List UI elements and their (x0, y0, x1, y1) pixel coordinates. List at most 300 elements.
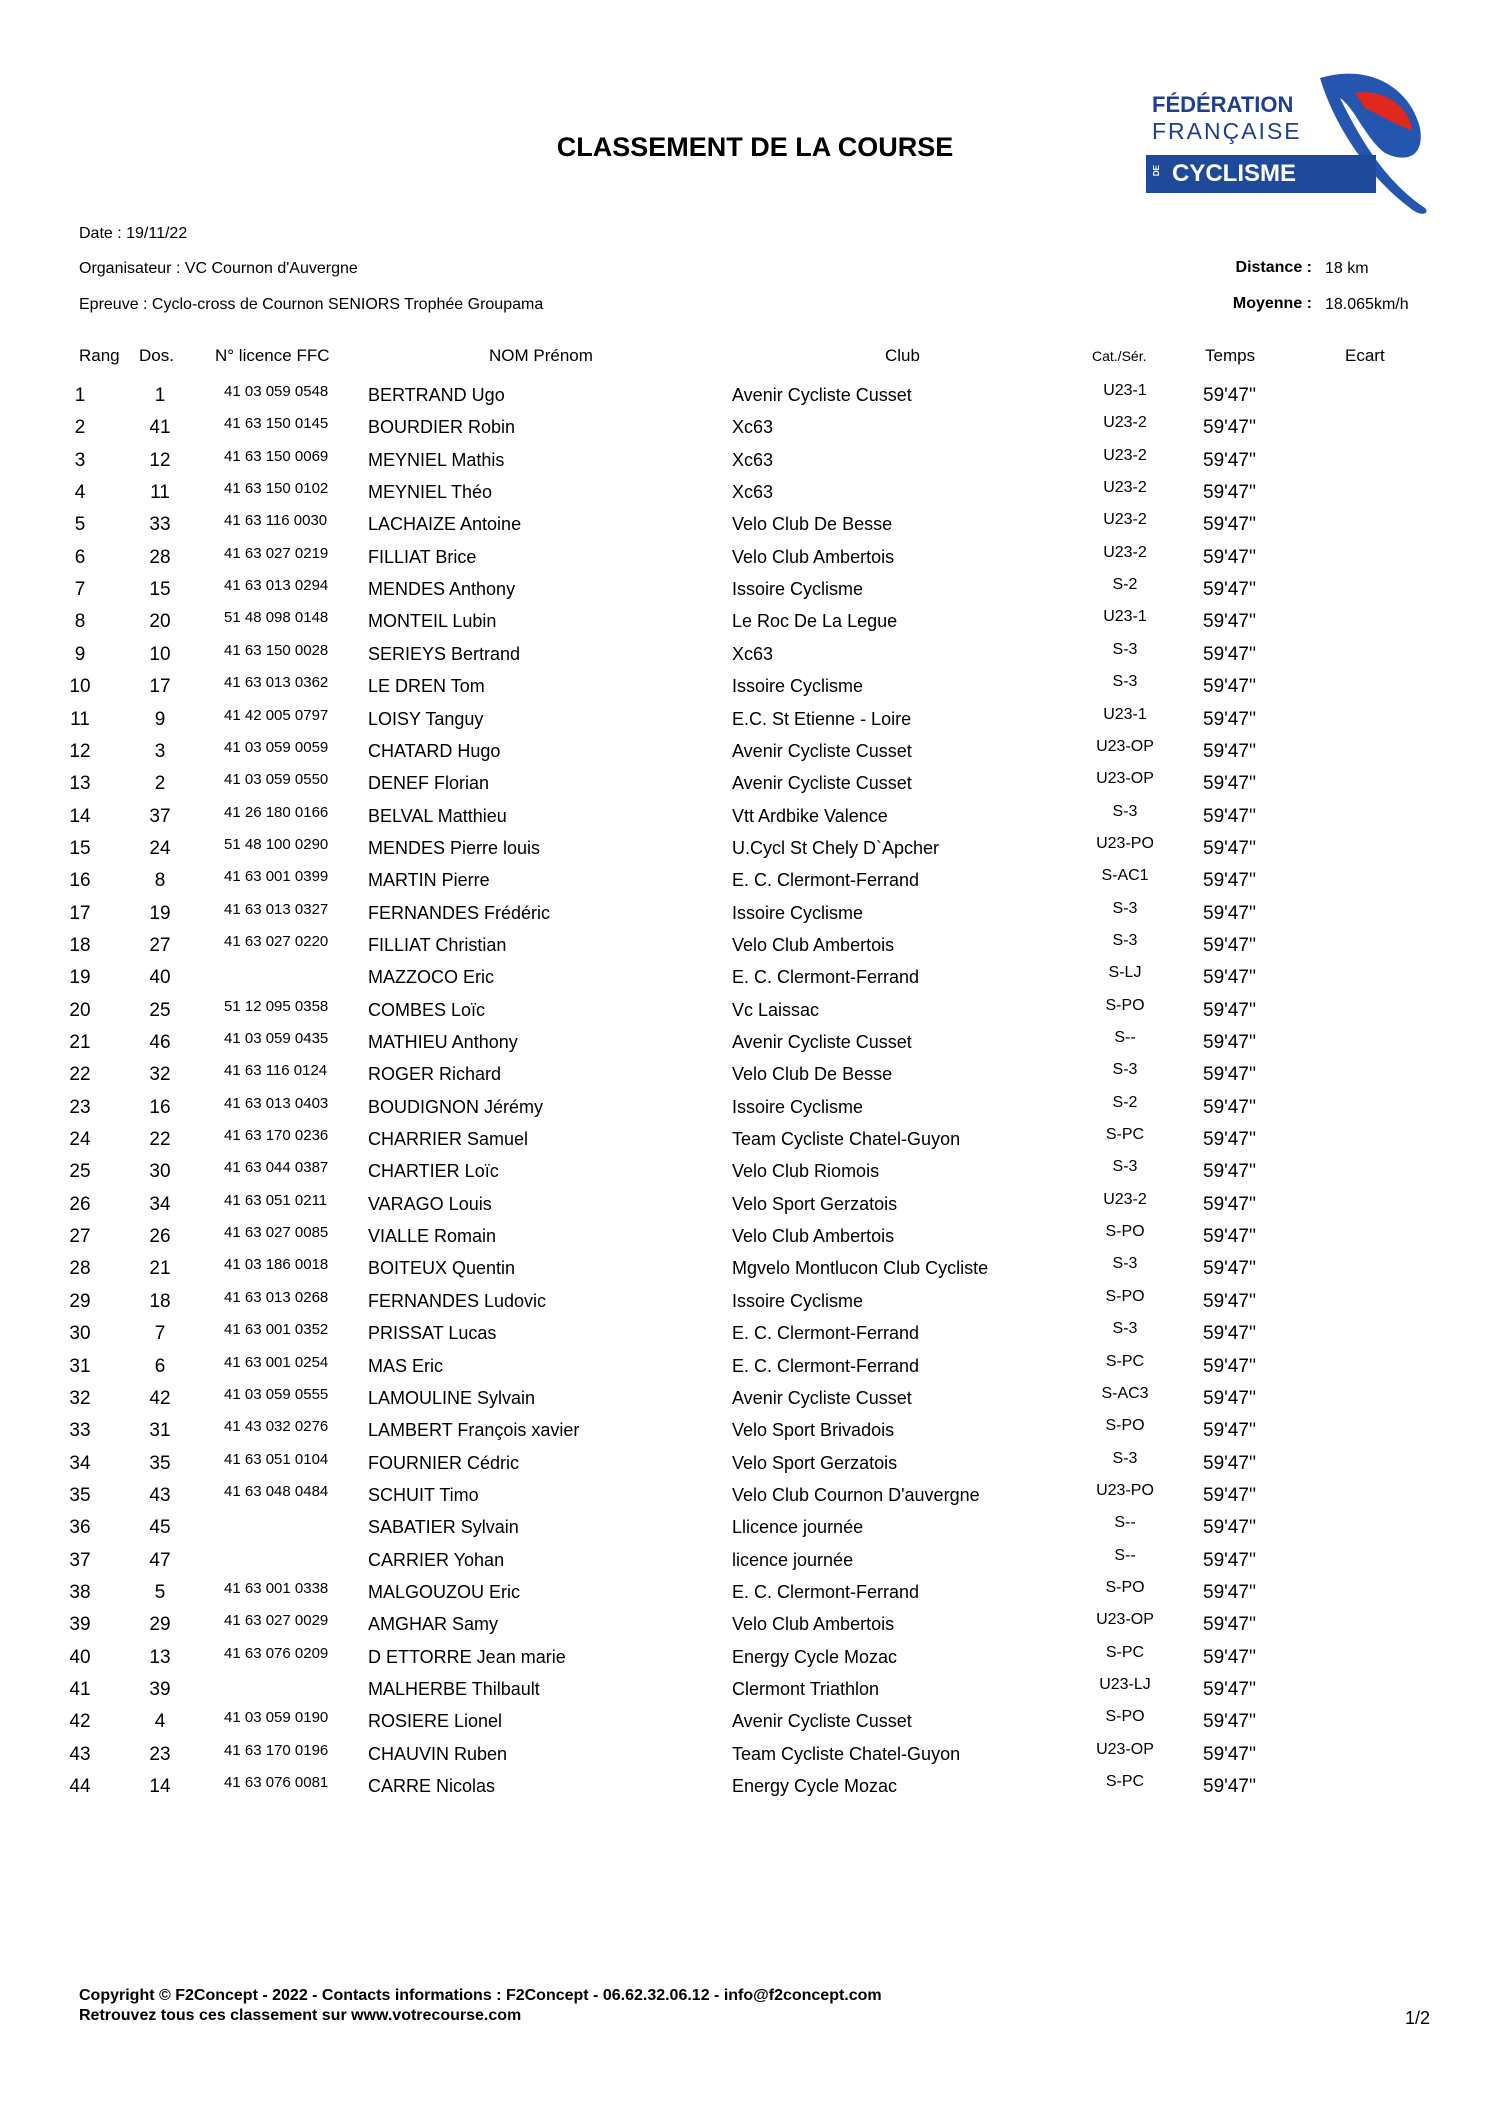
col-header-club: Club (885, 346, 920, 365)
category-cell: U23-2 (1103, 543, 1147, 561)
col-header-dos: Dos. (139, 346, 174, 365)
bib-number-cell: 37 (149, 805, 171, 827)
category-cell: U23-OP (1096, 770, 1154, 788)
club-name-cell: Issoire Cyclisme (732, 579, 864, 600)
category-cell: U23-2 (1103, 1190, 1147, 1208)
col-header-rang: Rang (79, 346, 120, 365)
bib-number-cell: 16 (149, 1096, 171, 1118)
licence-number-cell: 41 63 027 0085 (224, 1224, 329, 1242)
time-cell: 59'47'' (1203, 1517, 1257, 1539)
rider-name-cell: ROGER Richard (368, 1064, 502, 1085)
bib-number-cell: 43 (149, 1484, 171, 1506)
licence-number-cell: 41 63 076 0081 (224, 1774, 329, 1792)
club-name-cell: E. C. Clermont-Ferrand (732, 967, 920, 988)
time-cell: 59'47'' (1203, 1290, 1257, 1312)
rider-name-cell: BOUDIGNON Jérémy (368, 1096, 544, 1117)
club-name-cell: Issoire Cyclisme (732, 1290, 864, 1311)
category-cell: S-LJ (1108, 964, 1142, 982)
table-row (0, 1676, 1500, 1711)
rank-cell: 22 (69, 1064, 91, 1086)
page-title: CLASSEMENT DE LA COURSE (556, 132, 954, 162)
licence-number-cell: 41 63 013 0268 (224, 1288, 329, 1306)
bib-number-cell: 23 (149, 1743, 171, 1765)
licence-number-cell: 41 63 116 0030 (224, 512, 328, 530)
category-cell: S-PC (1105, 1773, 1145, 1791)
licence-number-cell: 41 63 013 0294 (224, 577, 329, 595)
logo-line-1: FÉDÉRATION (1152, 92, 1294, 117)
category-cell: U23-PO (1096, 1481, 1154, 1499)
ffc-logo (1140, 68, 1440, 218)
bib-number-cell: 47 (149, 1549, 171, 1571)
club-name-cell: Xc63 (732, 643, 774, 664)
category-cell: S-3 (1112, 640, 1138, 658)
bib-number-cell: 32 (149, 1064, 171, 1086)
licence-number-cell: 41 03 059 0190 (224, 1709, 329, 1727)
table-row (0, 1740, 1500, 1776)
bib-number-cell: 8 (154, 870, 166, 892)
rider-name-cell: LOISY Tanguy (368, 708, 484, 729)
category-cell: S-- (1114, 1514, 1136, 1532)
club-name-cell: Le Roc De La Legue (732, 611, 898, 632)
category-cell: S-3 (1112, 899, 1138, 917)
club-name-cell: Avenir Cycliste Cusset (732, 1387, 912, 1408)
rider-name-cell: SABATIER Sylvain (368, 1517, 519, 1538)
rider-name-cell: CARRE Nicolas (368, 1776, 496, 1797)
rank-cell: 12 (69, 740, 91, 762)
table-row (0, 737, 1500, 773)
bib-number-cell: 46 (149, 1032, 171, 1053)
bib-number-cell: 45 (149, 1517, 171, 1539)
licence-number-cell: 41 03 186 0018 (224, 1256, 329, 1274)
time-cell: 59'47'' (1203, 1064, 1257, 1086)
time-cell: 59'47'' (1203, 1581, 1257, 1603)
table-row (0, 1708, 1500, 1743)
licence-number-cell: 41 63 013 0327 (224, 900, 329, 918)
bib-number-cell: 12 (149, 449, 171, 471)
rider-name-cell: D ETTORRE Jean marie (368, 1646, 566, 1667)
rank-cell: 35 (69, 1484, 91, 1506)
bib-number-cell: 10 (149, 643, 171, 665)
average-speed-label: Moyenne : (1232, 295, 1312, 312)
bib-number-cell: 28 (149, 546, 171, 568)
bib-number-cell: 1 (154, 385, 166, 406)
time-cell: 59'47'' (1203, 1614, 1257, 1636)
rank-cell: 30 (69, 1323, 91, 1345)
time-cell: 59'47'' (1203, 417, 1257, 439)
category-cell: U23-2 (1103, 479, 1147, 497)
club-name-cell: Team Cycliste Chatel-Guyon (732, 1743, 961, 1764)
time-cell: 59'47'' (1203, 643, 1257, 665)
table-row (0, 1320, 1500, 1355)
club-name-cell: Avenir Cycliste Cusset (732, 773, 912, 794)
licence-number-cell: 41 63 027 0029 (224, 1612, 329, 1630)
rank-cell: 19 (69, 967, 91, 989)
club-name-cell: Issoire Cyclisme (732, 1096, 864, 1117)
licence-number-cell: 41 63 027 0219 (224, 544, 329, 562)
category-cell: S-PC (1105, 1643, 1145, 1661)
bib-number-cell: 11 (150, 482, 170, 504)
rank-cell: 5 (74, 514, 86, 536)
table-row (0, 1611, 1500, 1646)
category-cell: S-3 (1112, 673, 1138, 691)
licence-number-cell: 41 63 001 0338 (224, 1579, 329, 1597)
licence-number-cell: 51 48 100 0290 (224, 835, 329, 853)
bib-number-cell: 19 (149, 902, 171, 924)
bib-number-cell: 41 (149, 417, 171, 439)
time-cell: 59'47'' (1203, 579, 1257, 601)
licence-number-cell: 41 63 150 0145 (224, 415, 329, 433)
category-cell: S-3 (1112, 1320, 1138, 1338)
rider-name-cell: FERNANDES Ludovic (368, 1290, 547, 1311)
rider-name-cell: CARRIER Yohan (368, 1549, 505, 1570)
table-row (0, 1449, 1500, 1485)
bib-number-cell: 20 (149, 611, 171, 633)
rider-name-cell: CHARRIER Samuel (368, 1129, 529, 1150)
licence-number-cell: 41 63 027 0220 (224, 932, 329, 950)
rank-cell: 31 (69, 1355, 91, 1377)
bib-number-cell: 14 (149, 1776, 171, 1798)
table-row (0, 382, 1500, 417)
rider-name-cell: CHAUVIN Ruben (368, 1743, 508, 1764)
club-name-cell: Xc63 (732, 449, 774, 470)
bib-number-cell: 9 (154, 708, 166, 730)
club-name-cell: Xc63 (732, 482, 774, 503)
time-cell: 59'47'' (1203, 708, 1257, 730)
rider-name-cell: AMGHAR Samy (368, 1614, 499, 1635)
logo-line-2: FRANÇAISE (1152, 118, 1302, 144)
table-row (0, 996, 1500, 1032)
club-name-cell: Velo Club De Besse (732, 1064, 893, 1085)
time-cell: 59'47'' (1203, 1161, 1257, 1183)
licence-number-cell: 41 03 059 0550 (224, 771, 329, 789)
average-speed-value: 18.065km/h (1325, 296, 1409, 313)
table-row (0, 867, 1500, 902)
licence-number-cell: 51 48 098 0148 (224, 609, 329, 627)
rank-cell: 20 (69, 999, 91, 1021)
licence-number-cell: 41 63 076 0209 (224, 1644, 329, 1662)
time-cell: 59'47'' (1203, 1387, 1257, 1409)
rank-cell: 28 (69, 1258, 91, 1280)
bib-number-cell: 18 (149, 1290, 171, 1312)
bib-number-cell: 7 (154, 1323, 166, 1345)
category-cell: S-2 (1112, 576, 1138, 594)
category-cell: U23-OP (1096, 1611, 1154, 1629)
rider-name-cell: BOURDIER Robin (368, 417, 516, 438)
category-cell: S-PO (1105, 1417, 1145, 1435)
table-row (0, 899, 1500, 935)
time-cell: 59'47'' (1203, 1032, 1257, 1053)
table-row (0, 1223, 1500, 1258)
rider-name-cell: MEYNIEL Mathis (368, 449, 505, 470)
time-cell: 59'47'' (1203, 1129, 1257, 1151)
table-row (0, 1126, 1500, 1161)
rank-cell: 10 (69, 676, 91, 698)
table-row (0, 608, 1500, 643)
club-name-cell: Energy Cycle Mozac (732, 1646, 898, 1667)
col-header-cat: Cat./Sér. (1092, 348, 1147, 364)
bib-number-cell: 3 (154, 740, 166, 762)
category-cell: S-3 (1112, 1061, 1138, 1079)
licence-number-cell: 41 63 051 0104 (224, 1450, 329, 1468)
bib-number-cell: 4 (154, 1711, 166, 1733)
category-cell: S-PO (1105, 1578, 1145, 1596)
category-cell: S-PO (1105, 1708, 1145, 1726)
time-cell: 59'47'' (1203, 1743, 1257, 1765)
category-cell: S-3 (1112, 1449, 1138, 1467)
rider-name-cell: LE DREN Tom (368, 676, 485, 697)
licence-number-cell: 41 63 051 0211 (224, 1191, 328, 1209)
rider-name-cell: FILLIAT Christian (368, 934, 507, 955)
time-cell: 59'47'' (1203, 546, 1257, 568)
licence-number-cell: 41 26 180 0166 (224, 803, 329, 821)
time-cell: 59'47'' (1203, 740, 1257, 762)
rider-name-cell: MATHIEU Anthony (368, 1032, 518, 1052)
licence-number-cell: 41 63 013 0362 (224, 674, 329, 692)
licence-number-cell: 41 63 116 0124 (224, 1062, 328, 1080)
rank-cell: 6 (74, 546, 86, 568)
club-name-cell: Avenir Cycliste Cusset (732, 1711, 912, 1732)
rank-cell: 27 (69, 1226, 91, 1248)
licence-number-cell: 41 63 044 0387 (224, 1159, 329, 1177)
rider-name-cell: LACHAIZE Antoine (368, 514, 522, 535)
time-cell: 59'47'' (1203, 482, 1257, 504)
table-row (0, 1190, 1500, 1226)
bib-number-cell: 39 (149, 1679, 171, 1700)
table-row (0, 1287, 1500, 1323)
table-row (0, 1417, 1500, 1452)
table-row (0, 931, 1500, 967)
rider-name-cell: DENEF Florian (368, 773, 490, 794)
category-cell: U23-OP (1096, 1740, 1154, 1758)
bib-number-cell: 15 (149, 579, 171, 601)
club-name-cell: Issoire Cyclisme (732, 676, 864, 697)
category-cell: S-PC (1105, 1352, 1145, 1370)
category-cell: U23-2 (1103, 446, 1147, 464)
table-row (0, 1384, 1500, 1420)
club-name-cell: Avenir Cycliste Cusset (732, 1032, 912, 1052)
licence-number-cell: 41 63 150 0028 (224, 641, 329, 659)
club-name-cell: Issoire Cyclisme (732, 902, 864, 923)
time-cell: 59'47'' (1203, 1323, 1257, 1345)
club-name-cell: Avenir Cycliste Cusset (732, 740, 912, 761)
rank-cell: 16 (69, 870, 91, 892)
licence-number-cell: 41 63 001 0254 (224, 1353, 329, 1371)
category-cell: U23-PO (1096, 834, 1154, 852)
licence-number-cell: 41 43 032 0276 (224, 1418, 329, 1436)
rank-cell: 25 (69, 1161, 91, 1183)
licence-number-cell: 41 03 059 0548 (224, 383, 329, 400)
rider-name-cell: MALHERBE Thilbault (368, 1679, 540, 1699)
category-cell: U23-OP (1096, 737, 1154, 755)
col-header-licence: N° licence FFC (215, 346, 330, 365)
rider-name-cell: SERIEYS Bertrand (368, 643, 521, 664)
category-cell: S-PC (1105, 1126, 1145, 1144)
licence-number-cell: 41 63 170 0236 (224, 1127, 329, 1145)
bib-number-cell: 34 (149, 1193, 171, 1215)
rank-cell: 15 (69, 837, 91, 859)
time-cell: 59'47'' (1203, 967, 1257, 989)
table-row (0, 1029, 1500, 1064)
bib-number-cell: 13 (149, 1646, 171, 1668)
licence-number-cell: 41 63 150 0102 (224, 480, 329, 498)
licence-number-cell: 41 63 013 0403 (224, 1094, 329, 1112)
bib-number-cell: 31 (149, 1420, 171, 1442)
bib-number-cell: 35 (149, 1452, 171, 1474)
category-cell: S-2 (1112, 1093, 1138, 1111)
time-cell: 59'47'' (1203, 934, 1257, 956)
rank-cell: 14 (69, 805, 91, 827)
rank-cell: 2 (74, 417, 86, 439)
time-cell: 59'47'' (1203, 1355, 1257, 1377)
table-row (0, 1514, 1500, 1549)
time-cell: 59'47'' (1203, 1096, 1257, 1118)
rank-cell: 13 (69, 773, 91, 795)
club-name-cell: Velo Club Ambertois (732, 1614, 895, 1635)
table-row (0, 543, 1500, 579)
rank-cell: 17 (69, 902, 91, 924)
time-cell: 59'47'' (1203, 449, 1257, 471)
bib-number-cell: 42 (149, 1387, 171, 1409)
rider-name-cell: CHATARD Hugo (368, 740, 501, 761)
rank-cell: 9 (74, 643, 86, 665)
rider-name-cell: LAMOULINE Sylvain (368, 1387, 536, 1408)
rider-name-cell: CHARTIER Loïc (368, 1161, 499, 1182)
time-cell: 59'47'' (1203, 1226, 1257, 1248)
club-name-cell: Mgvelo Montlucon Club Cycliste (732, 1258, 989, 1279)
bib-number-cell: 29 (149, 1614, 171, 1636)
licence-number-cell: 41 63 170 0196 (224, 1741, 329, 1759)
category-cell: S-PO (1105, 996, 1145, 1014)
bib-number-cell: 27 (149, 934, 171, 956)
time-cell: 59'47'' (1203, 1646, 1257, 1668)
category-cell: U23-2 (1103, 414, 1147, 432)
rank-cell: 42 (69, 1711, 91, 1733)
table-row (0, 1255, 1500, 1290)
category-cell: U23-LJ (1099, 1676, 1151, 1693)
time-cell: 59'47'' (1203, 1484, 1257, 1506)
col-header-temps: Temps (1205, 346, 1256, 365)
table-row (0, 1352, 1500, 1388)
bib-number-cell: 5 (154, 1581, 166, 1603)
category-cell: S-AC1 (1101, 867, 1149, 885)
bib-number-cell: 21 (149, 1258, 171, 1280)
time-cell: 59'47'' (1203, 1258, 1257, 1280)
footer-website: Retrouvez tous ces classement sur www.votrecourse.com (79, 2007, 522, 2024)
rank-cell: 1 (74, 385, 86, 406)
rider-name-cell: ROSIERE Lionel (368, 1711, 503, 1732)
category-cell: S-PO (1105, 1223, 1145, 1241)
table-row (0, 1546, 1500, 1582)
table-row (0, 673, 1500, 708)
bib-number-cell: 33 (149, 514, 171, 536)
rank-cell: 43 (69, 1743, 91, 1765)
category-cell: S-AC3 (1101, 1384, 1149, 1402)
time-cell: 59'47'' (1203, 1776, 1257, 1798)
rider-name-cell: MARTIN Pierre (368, 870, 490, 891)
club-name-cell: Velo Sport Gerzatois (732, 1452, 898, 1473)
club-name-cell: Velo Club Ambertois (732, 1226, 895, 1247)
club-name-cell: E. C. Clermont-Ferrand (732, 1355, 920, 1376)
col-header-nom: NOM Prénom (489, 346, 593, 365)
rank-cell: 37 (69, 1549, 91, 1571)
rider-name-cell: LAMBERT François xavier (368, 1420, 580, 1441)
col-header-ecart: Ecart (1345, 346, 1385, 365)
bib-number-cell: 17 (149, 676, 171, 698)
rank-cell: 29 (69, 1290, 91, 1312)
category-cell: U23-1 (1103, 382, 1147, 399)
rank-cell: 11 (70, 708, 90, 730)
club-name-cell: Clermont Triathlon (732, 1679, 880, 1699)
category-cell: S-- (1114, 1546, 1136, 1564)
table-row (0, 834, 1500, 870)
club-name-cell: Velo Sport Brivadois (732, 1420, 895, 1441)
rank-cell: 7 (74, 579, 86, 601)
rider-name-cell: PRISSAT Lucas (368, 1323, 497, 1344)
time-cell: 59'47'' (1203, 1711, 1257, 1733)
time-cell: 59'47'' (1203, 385, 1257, 406)
table-row (0, 802, 1500, 838)
bib-number-cell: 6 (154, 1355, 166, 1377)
rider-name-cell: SCHUIT Timo (368, 1484, 479, 1505)
licence-number-cell: 41 03 059 0059 (224, 738, 329, 756)
time-cell: 59'47'' (1203, 870, 1257, 892)
club-name-cell: E.C. St Etienne - Loire (732, 708, 912, 729)
rider-name-cell: MAZZOCO Eric (368, 967, 494, 988)
table-row (0, 1481, 1500, 1517)
club-name-cell: Velo Sport Gerzatois (732, 1193, 898, 1214)
table-row (0, 1773, 1500, 1808)
club-name-cell: Vtt Ardbike Valence (732, 805, 888, 826)
bib-number-cell: 40 (149, 967, 171, 989)
rank-cell: 33 (69, 1420, 91, 1442)
table-row (0, 1643, 1500, 1679)
rider-name-cell: MONTEIL Lubin (368, 611, 497, 632)
club-name-cell: Xc63 (732, 417, 774, 438)
table-row (0, 414, 1500, 449)
rank-cell: 8 (74, 611, 86, 633)
bib-number-cell: 24 (149, 837, 171, 859)
footer-copyright: Copyright © F2Concept - 2022 - Contacts informations : F2Concept - 06.62.32.06.12 - info@f2concept.com (79, 1987, 882, 2004)
rider-name-cell: BERTRAND Ugo (368, 385, 505, 405)
club-name-cell: E. C. Clermont-Ferrand (732, 1323, 920, 1344)
club-name-cell: Llicence journée (732, 1517, 864, 1538)
licence-number-cell: 41 63 150 0069 (224, 447, 329, 465)
club-name-cell: Team Cycliste Chatel-Guyon (732, 1129, 961, 1150)
rank-cell: 4 (74, 482, 86, 504)
rank-cell: 41 (69, 1679, 91, 1700)
category-cell: S-3 (1112, 931, 1138, 949)
page-number: 1/2 (1405, 2008, 1431, 2028)
race-date: Date : 19/11/22 (79, 225, 188, 242)
time-cell: 59'47'' (1203, 1549, 1257, 1571)
rank-cell: 24 (69, 1129, 91, 1151)
licence-number-cell: 41 63 001 0399 (224, 868, 329, 886)
rank-cell: 23 (69, 1096, 91, 1118)
club-name-cell: Energy Cycle Mozac (732, 1776, 898, 1797)
time-cell: 59'47'' (1203, 773, 1257, 795)
rider-name-cell: MENDES Anthony (368, 579, 516, 600)
licence-number-cell: 41 63 048 0484 (224, 1482, 329, 1500)
logo-line-3: CYCLISME (1172, 160, 1297, 187)
time-cell: 59'47'' (1203, 611, 1257, 633)
time-cell: 59'47'' (1203, 1420, 1257, 1442)
rank-cell: 3 (74, 449, 86, 471)
category-cell: S-3 (1112, 802, 1138, 820)
table-row (0, 1061, 1500, 1096)
category-cell: S-3 (1112, 1255, 1138, 1273)
category-cell: S-3 (1112, 1158, 1138, 1176)
table-row (0, 576, 1500, 611)
